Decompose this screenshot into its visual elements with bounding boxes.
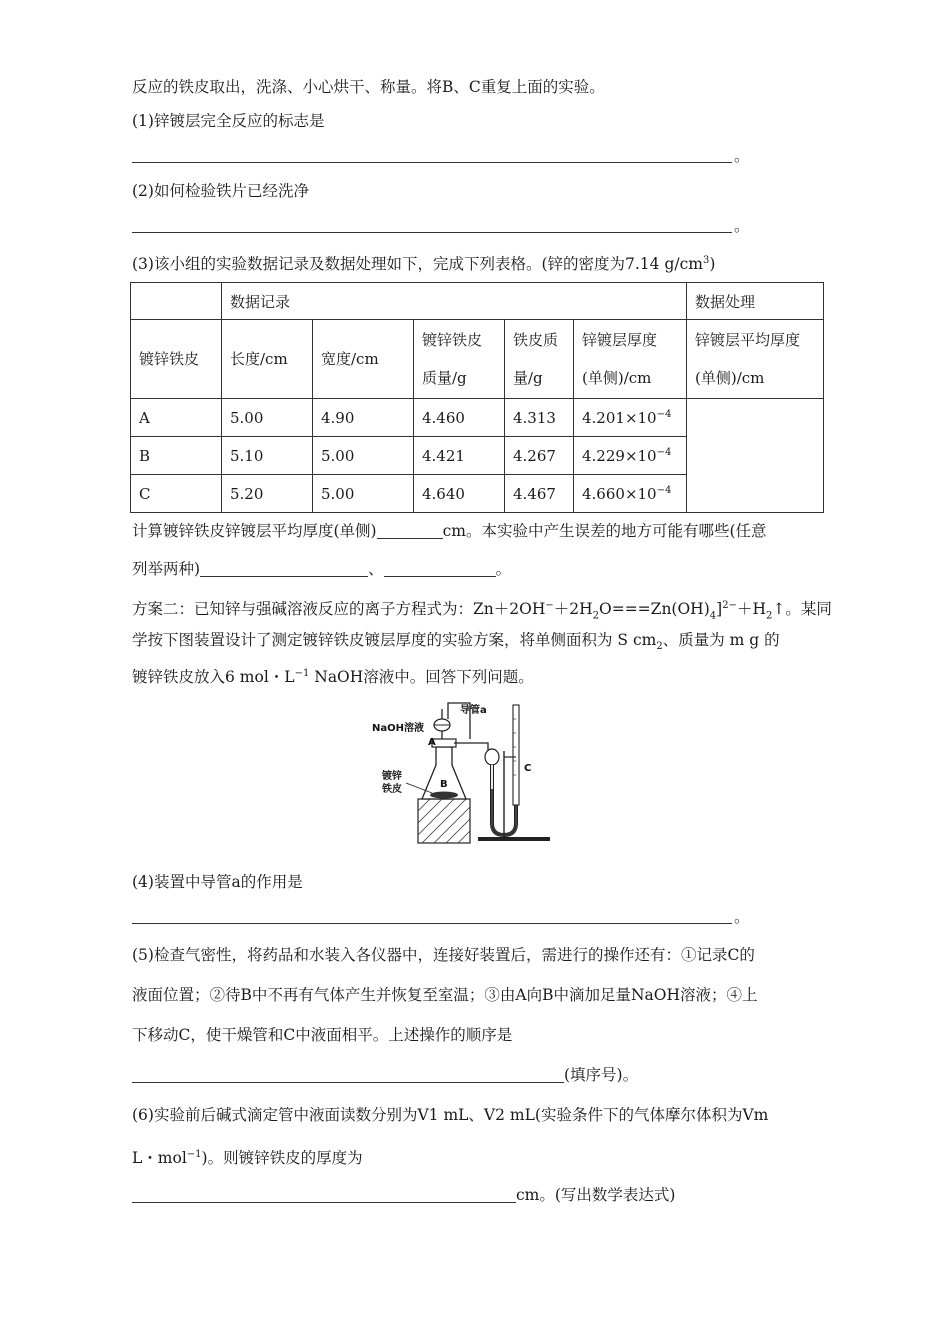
error-blank-2[interactable] (384, 558, 496, 577)
plan2-line-3: 镀锌铁皮放入6 mol・$L^{-1}$ NaOH溶液中。回答下列问题。 (132, 668, 534, 687)
avg-thickness-cell[interactable] (687, 399, 824, 513)
label-a: A (428, 737, 436, 748)
col-length-header: 长度/cm (222, 320, 313, 399)
table-row: B 5.10 5.00 4.421 4.267 $4.229\times 10^{-4}$ (131, 437, 824, 475)
label-coated-1: 镀锌 (382, 771, 402, 782)
answer-blank-4[interactable]: 。 (132, 899, 822, 935)
error-blank-1[interactable] (200, 558, 368, 577)
table-row: C 5.20 5.00 4.640 4.467 $4.660\times 10^{-4}$ (131, 475, 824, 513)
label-c: C (524, 763, 532, 774)
label-b: B (440, 779, 448, 790)
intro-line: 反应的铁皮取出，洗涤、小心烘干、称量。将B、C重复上面的实验。 (132, 78, 605, 96)
answer-blank-1[interactable]: 。 (132, 138, 822, 174)
avg-thickness-blank[interactable] (377, 520, 443, 539)
error-line: 列举两种) 、 。 (132, 560, 512, 578)
answer-blank-2[interactable]: 。 (132, 208, 822, 244)
question-5-line-2: 液面位置；②待B中不再有气体产生并恢复至室温；③由A向B中滴加足量NaOH溶液；④上 (132, 986, 758, 1004)
plan2-line-2: 学按下图装置设计了测定镀锌铁皮镀层厚度的实验方案，将单侧面积为 S $cm_2$、质量为 m g 的 (132, 631, 780, 653)
question-5-line-3: 下移动C，使干燥管和C中液面相平。上述操作的顺序是 (132, 1026, 513, 1044)
col-iron-mass-header: 铁皮质 量/g (505, 320, 574, 399)
group-process-header: 数据处理 (687, 283, 824, 320)
apparatus-figure (132, 699, 822, 859)
label-coated-2: 铁皮 (382, 784, 402, 795)
col-sample-header: 镀锌铁皮 (131, 320, 222, 399)
question-4: (4)装置中导管a的作用是 (132, 873, 303, 891)
label-tube-a: 导管a (460, 705, 487, 716)
calc-line: 计算镀锌铁皮锌镀层平均厚度(单侧) cm。本实验中产生误差的地方可能有哪些(任意 (132, 522, 767, 540)
question-6-line-1: (6)实验前后碱式滴定管中液面读数分别为V1 mL、V2 mL(实验条件下的气体摩尔体积为Vm (132, 1106, 769, 1124)
label-naoh: NaOH溶液 (372, 723, 424, 734)
apparatus-diagram (372, 699, 572, 849)
group-record-header: 数据记录 (222, 283, 687, 320)
question-1: (1)锌镀层完全反应的标志是 (132, 112, 325, 130)
col-avg-thickness-header: 锌镀层平均厚度 (单侧)/cm (687, 320, 824, 399)
data-table (130, 282, 824, 513)
answer-blank-6[interactable] (132, 1184, 516, 1203)
question-6-line-2: L・mol$^{-1}$)。则镀锌铁皮的厚度为 (132, 1149, 363, 1168)
col-thickness-header: 锌镀层厚度 (单侧)/cm (574, 320, 687, 399)
col-width-header: 宽度/cm (313, 320, 414, 399)
question-3: (3)该小组的实验数据记录及数据处理如下，完成下列表格。(锌的密度为7.14 $g/cm^3$) (132, 255, 716, 274)
question-5-line-1: (5)检查气密性，将药品和水装入各仪器中，连接好装置后，需进行的操作还有：①记录C的 (132, 946, 755, 964)
table-row: A 5.00 4.90 4.460 4.313 $4.201\times 10^{-4}$ (131, 399, 824, 437)
question-2: (2)如何检验铁片已经洗净 (132, 182, 309, 200)
worksheet-page (132, 70, 832, 1215)
question-5-answer: (填序号)。 (132, 1055, 822, 1095)
question-6-answer: cm。(写出数学表达式) (132, 1175, 822, 1215)
answer-blank-5[interactable] (132, 1064, 564, 1083)
col-coated-mass-header: 镀锌铁皮 质量/g (414, 320, 505, 399)
plan2-line-1: 方案二：已知锌与强碱溶液反应的离子方程式为：$Zn+2OH^-+2H_2O===Zn(OH)_4]^{2-}+H_2↑$。某同 (132, 600, 832, 622)
